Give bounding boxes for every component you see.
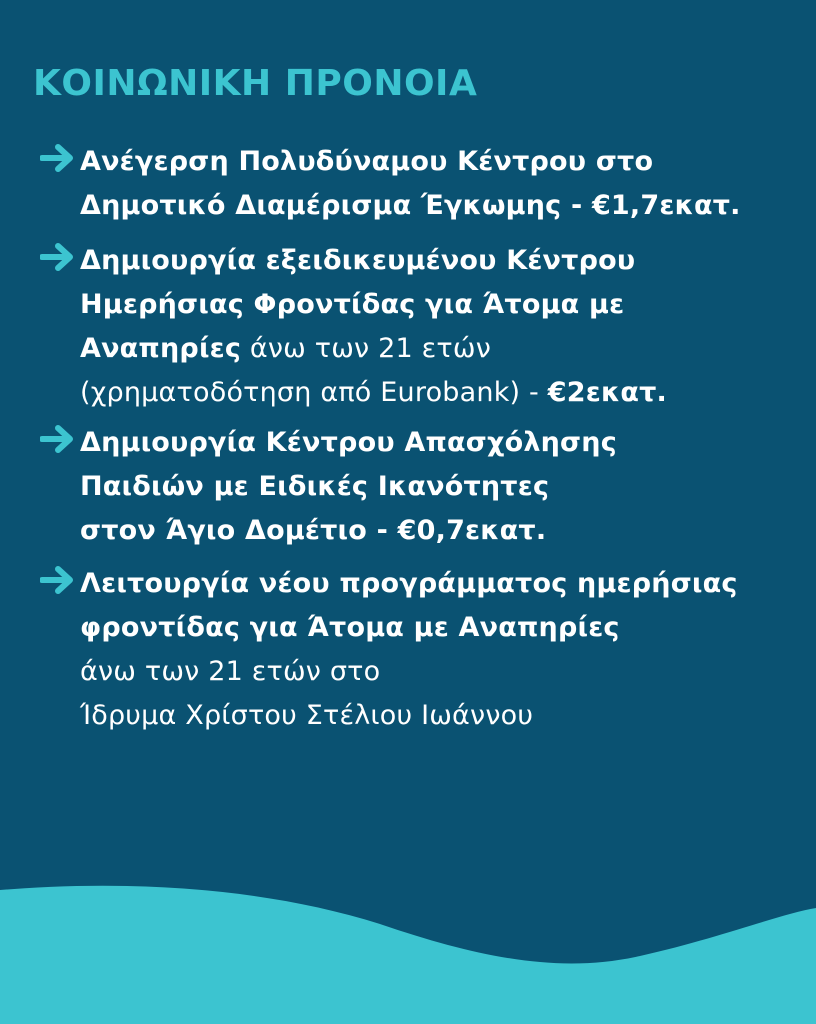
item-text: φροντίδας για Άτομα με Αναπηρίες: [80, 612, 620, 643]
item-text: στον Άγιο Δομέτιο - €0,7εκατ.: [80, 515, 547, 546]
item-text: (χρηματοδότηση από Eurobank) -: [80, 377, 548, 408]
arrow-right-icon: [40, 425, 76, 453]
item-text: Ημερήσιας Φροντίδας για Άτομα με: [80, 289, 625, 320]
page-title: ΚΟΙΝΩΝΙΚΗ ΠΡΟΝΟΙΑ: [33, 63, 478, 104]
item-text: Ίδρυμα Χρίστου Στέλιου Ιωάννου: [80, 700, 534, 731]
arrow-right-icon: [40, 243, 76, 271]
item-text: Δημιουργία εξειδικευμένου Κέντρου: [80, 245, 636, 276]
item-text: Ανέγερση Πολυδύναμου Κέντρου στο: [80, 146, 654, 177]
item-text: άνω των 21 ετών στο: [80, 656, 381, 687]
item-text: άνω των 21 ετών: [241, 333, 491, 364]
item-text: Αναπηρίες: [80, 333, 242, 364]
arrow-right-icon: [40, 566, 76, 594]
item-text: Παιδιών με Ειδικές Ικανότητες: [80, 471, 550, 502]
decorative-wave: [0, 884, 816, 1024]
item-text: Δημιουργία Κέντρου Απασχόλησης: [80, 427, 617, 458]
arrow-right-icon: [40, 144, 76, 172]
item-text: Λειτουργία νέου προγράμματος ημερήσιας: [80, 568, 738, 599]
item-text: Δημοτικό Διαμέρισμα Έγκωμης - €1,7εκατ.: [80, 190, 741, 221]
item-price: €2εκατ.: [547, 377, 668, 408]
